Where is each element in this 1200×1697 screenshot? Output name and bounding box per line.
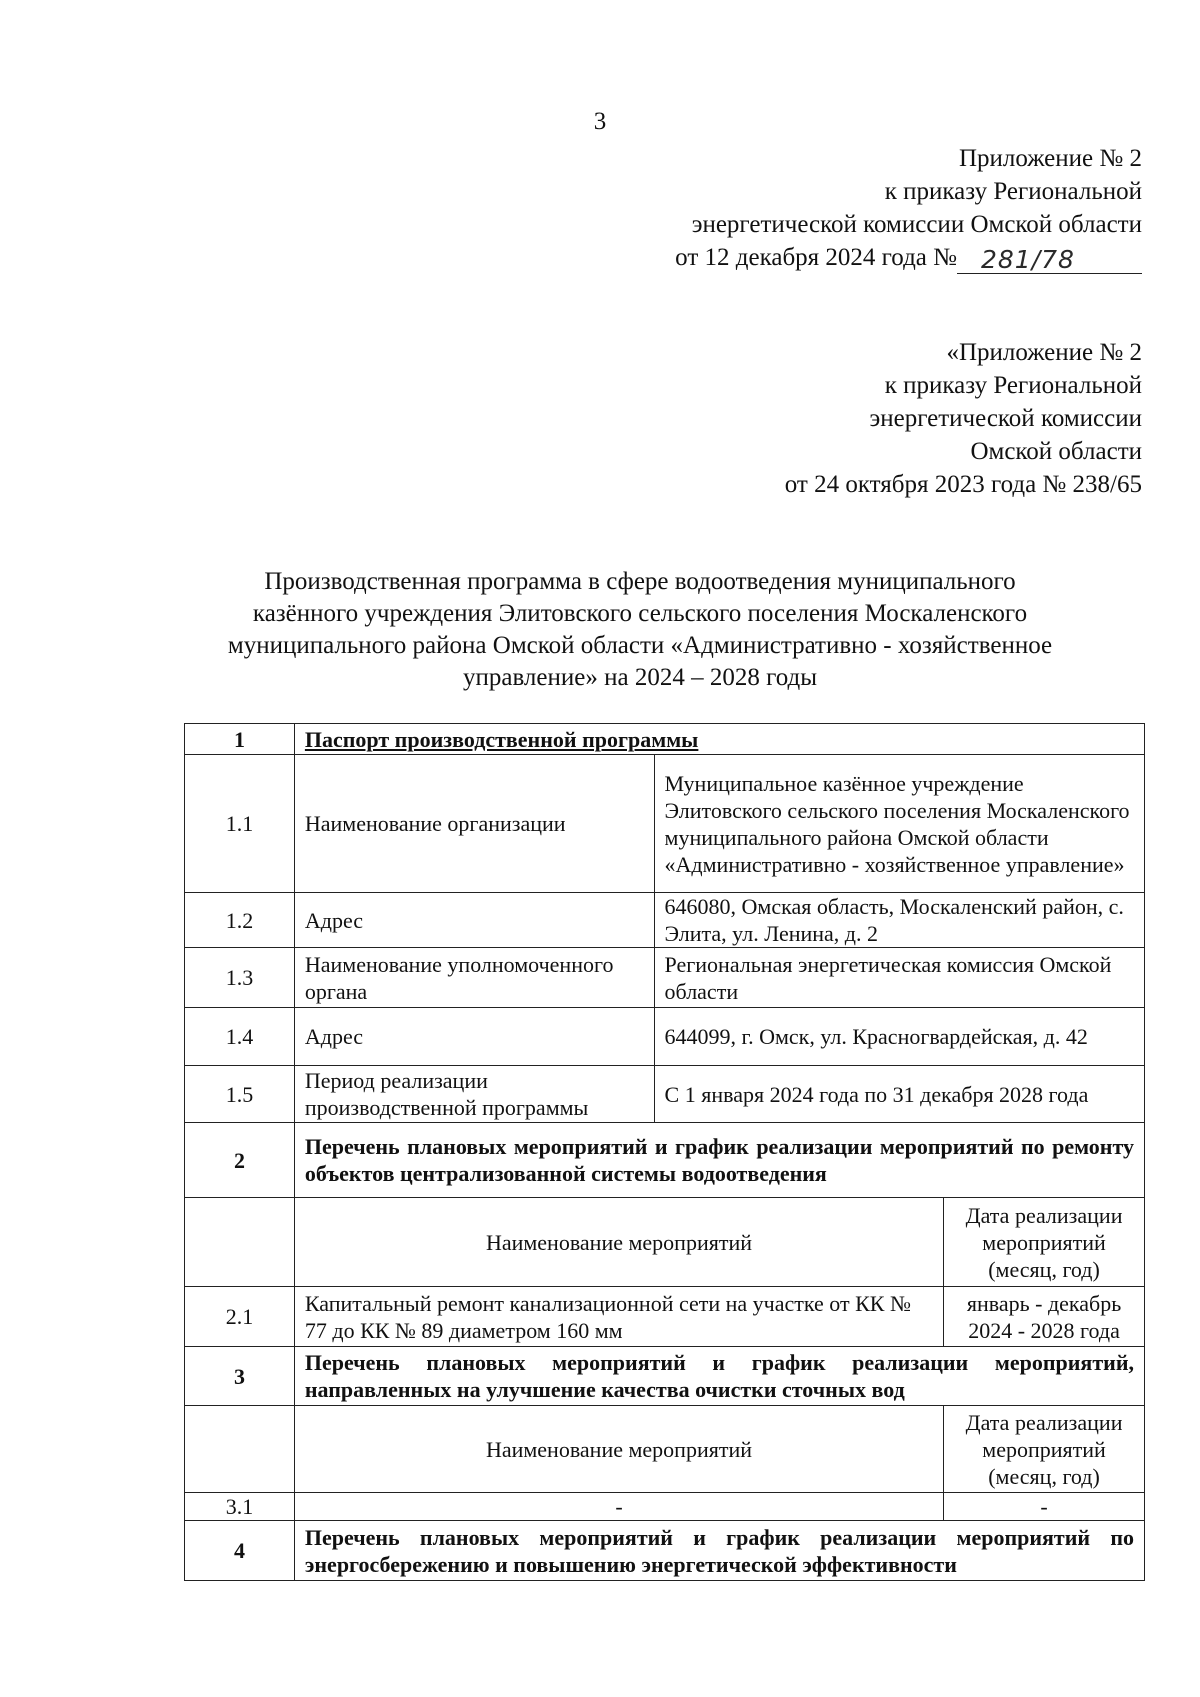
row-label: Адрес — [294, 1008, 654, 1066]
measure-name: Капитальный ремонт канализационной сети на участке от КК № 77 до КК № 89 диаметром 160 мм — [294, 1287, 943, 1347]
column-header-date: Дата реализации мероприятий (месяц, год) — [944, 1406, 1145, 1493]
appendix-current — [675, 142, 1142, 274]
row-number: 1.5 — [185, 1066, 295, 1123]
row-number: 1.4 — [185, 1008, 295, 1066]
table-row — [185, 948, 1145, 1008]
measure-name: - — [294, 1493, 943, 1521]
section-title: Паспорт производственной программы — [294, 724, 1144, 755]
appendix-date-line — [675, 241, 1142, 274]
title-line: Производственная программа в сфере водоотведения муниципального — [264, 568, 1016, 595]
title-line: казённого учреждения Элитовского сельского поселения Москаленского — [252, 600, 1028, 627]
section-title: Перечень плановых мероприятий и график реализации мероприятий по энергосбережению и повышению энергетической эффективности — [294, 1521, 1144, 1581]
appendix-line: Приложение № 2 — [958, 145, 1142, 172]
row-value: Муниципальное казённое учреждение Элитовского сельского поселения Москаленского муниципального района Омской области «Административно - хозяйственное управление» — [654, 755, 1144, 893]
row-label: Период реализации производственной программы — [294, 1066, 654, 1123]
appendix-line: энергетической комиссии Омской области — [691, 211, 1142, 238]
table-row — [185, 724, 1145, 755]
appendix-date-prefix: от 12 декабря 2024 года № — [675, 244, 957, 271]
table-row — [185, 1287, 1145, 1347]
appendix-line: к приказу Региональной — [884, 178, 1142, 205]
table-row — [185, 893, 1145, 948]
table-row — [185, 1493, 1145, 1521]
section-number: 2 — [185, 1123, 295, 1198]
appendix-line: Омской области — [970, 438, 1142, 465]
row-number: 2.1 — [185, 1287, 295, 1347]
page-number: 3 — [593, 108, 607, 135]
row-number — [185, 1406, 295, 1493]
section-number: 3 — [185, 1347, 295, 1406]
row-number: 3.1 — [185, 1493, 295, 1521]
measure-date: - — [944, 1493, 1145, 1521]
appendix-line: энергетической комиссии — [869, 405, 1142, 432]
table-row — [185, 1008, 1145, 1066]
column-header-date: Дата реализации мероприятий (месяц, год) — [944, 1198, 1145, 1287]
measure-date: январь - декабрь 2024 - 2028 года — [944, 1287, 1145, 1347]
table-row — [185, 1198, 1145, 1287]
section-number: 4 — [185, 1521, 295, 1581]
row-label: Наименование организации — [294, 755, 654, 893]
production-program-table — [184, 723, 1145, 1581]
table-row — [185, 1406, 1145, 1493]
table-row — [185, 1123, 1145, 1198]
table-row — [185, 1347, 1145, 1406]
table-row — [185, 1066, 1145, 1123]
title-line: муниципального района Омской области «Административно - хозяйственное — [227, 632, 1053, 659]
table-row — [185, 755, 1145, 893]
appendix-line: «Приложение № 2 — [946, 339, 1142, 366]
handwritten-order-number: 281/78 — [981, 245, 1075, 274]
title-line: управление» на 2024 – 2028 годы — [462, 664, 818, 691]
row-number: 1.3 — [185, 948, 295, 1008]
appendix-line: от 24 октября 2023 года № 238/65 — [784, 471, 1142, 498]
appendix-previous — [785, 336, 1142, 501]
row-number: 1.1 — [185, 755, 295, 893]
order-number-field — [957, 245, 1142, 274]
row-value: 644099, г. Омск, ул. Красногвардейская, д. 42 — [654, 1008, 1144, 1066]
column-header-name: Наименование мероприятий — [294, 1198, 943, 1287]
row-label: Адрес — [294, 893, 654, 948]
section-number: 1 — [185, 724, 295, 755]
row-value: 646080, Омская область, Москаленский район, с. Элита, ул. Ленина, д. 2 — [654, 893, 1144, 948]
row-value: С 1 января 2024 года по 31 декабря 2028 года — [654, 1066, 1144, 1123]
document-title — [150, 566, 1130, 694]
appendix-line: к приказу Региональной — [884, 372, 1142, 399]
table-row — [185, 1521, 1145, 1581]
row-number: 1.2 — [185, 893, 295, 948]
section-title: Перечень плановых мероприятий и график реализации мероприятий по ремонту объектов централизованной системы водоотведения — [294, 1123, 1144, 1198]
section-title: Перечень плановых мероприятий и график реализации мероприятий, направленных на улучшение качества очистки сточных вод — [294, 1347, 1144, 1406]
column-header-name: Наименование мероприятий — [294, 1406, 943, 1493]
row-number — [185, 1198, 295, 1287]
row-value: Региональная энергетическая комиссия Омской области — [654, 948, 1144, 1008]
row-label: Наименование уполномоченного органа — [294, 948, 654, 1008]
